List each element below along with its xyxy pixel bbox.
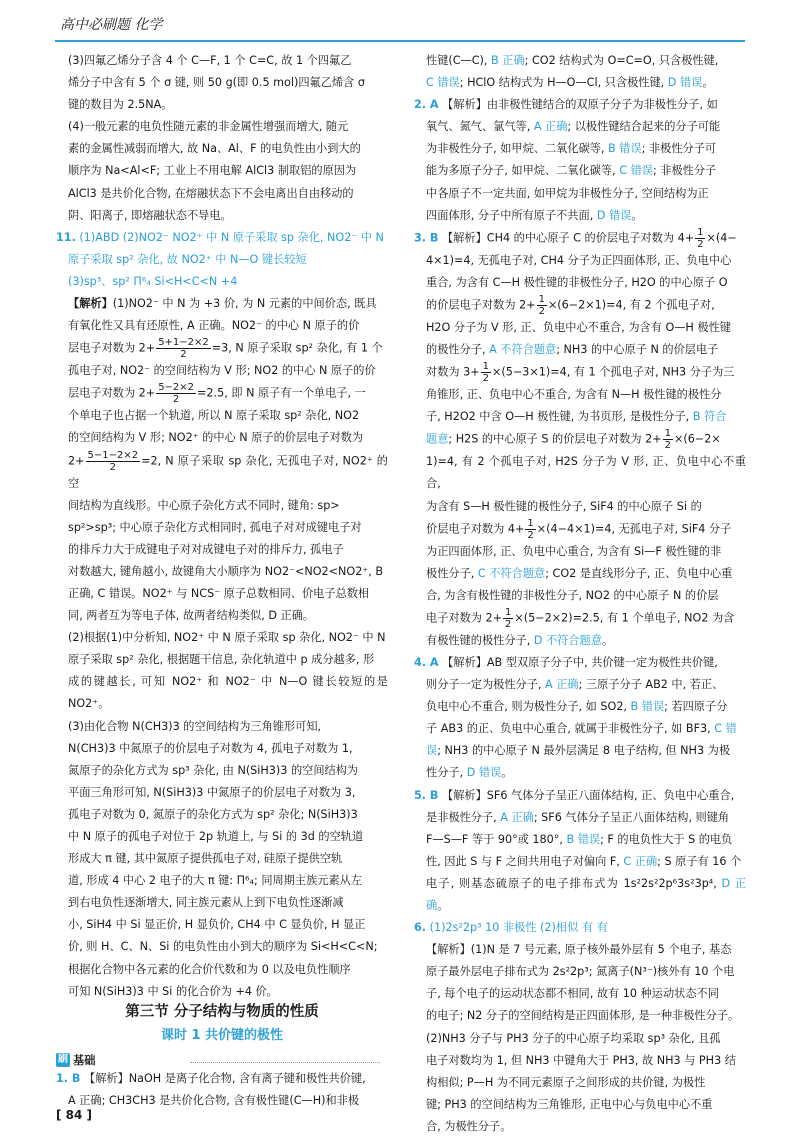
- text-line: 为正四面体形, 正、负电中心重合, 为含有 Si—F 极性键的非: [426, 544, 722, 558]
- question-number: 5. B: [414, 788, 439, 802]
- fraction: $\frac{5+1-2\times 2}{2}$: [158, 337, 209, 361]
- text-line: 能为多原子分子, 如甲烷、二氧化碳等, C 错误; 非极性分子: [426, 164, 717, 178]
- text-line: 有氧化性又具有还原性, A 正确。NO2⁻ 的中心 N 原子的价: [68, 319, 360, 333]
- section-title: 第三节 分子结构与物质的性质: [125, 1004, 319, 1020]
- text-line: sp²>sp³; 中心原子杂化方式相同时, 孤电子对对成键电子对: [68, 520, 362, 534]
- text-line: 中各原子不一定共面, 如甲烷为非极性分子, 空间结构为正: [426, 186, 709, 200]
- text-line: 【解析】(1)NO2⁻ 中 N 为 +3 价, 为 N 元素的中间价态, 既具: [68, 297, 377, 311]
- text-line: 重合, 为含有 C—H 极性键的非极性分子, H2O 的中心原子 O: [426, 275, 728, 289]
- brush-icon: 刷: [58, 1054, 68, 1065]
- text-line: 电子对数为 2+ $\frac{1}{2}$ ×(5−2×2)=2.5, 有 1 个单电子, NO2 为含: [426, 606, 735, 630]
- question-number: 4. A: [414, 655, 439, 669]
- question-number: 6.: [414, 921, 427, 935]
- text-line: 2+ $\frac{5-1-2\times 2}{2}$ =2, N 原子采取 sp 杂化, 无孤电子对, NO2⁺ 的空: [68, 449, 388, 490]
- text-line: 电子对数均为 1, 但 NH3 中键角大于 PH3, 故 NH3 与 PH3 结: [426, 1053, 736, 1067]
- text-line: 间结构为直线形。中心原子杂化方式不同时, 键角: sp>: [68, 498, 340, 512]
- fraction: $\frac{1}{2}$: [482, 361, 489, 385]
- text-line: 5. B 【解析】SF6 气体分子呈正八面体结构, 正、负电中心重合,: [414, 788, 735, 802]
- text-line: 孤电子对, NO2⁻ 的空间结构为 V 形; NO2 的中心 N 原子的价: [68, 364, 376, 378]
- text-line: 为非极性分子, 如甲烷、二氧化碳等, B 错误; 非极性分子可: [426, 142, 717, 156]
- text-line: 为含有 S—H 极性键的极性分子, SiF4 的中心原子 Si 的: [426, 499, 702, 513]
- basics-label: 刷 基础: [58, 1054, 96, 1067]
- question-number: 1. B: [56, 1072, 81, 1085]
- text-line: C 错误; HClO 结构式为 H—O—Cl, 只含极性键, D 错误。: [426, 76, 714, 90]
- text-line: F—S—F 等于 90°或 180°, B 错误; F 的电负性大于 S 的电负: [426, 832, 733, 846]
- text-line: 子 AB3 的正、负电中心重合, 就属于非极性分子, 如 BF3, C 错: [426, 722, 737, 736]
- answer-11: [56, 227, 388, 249]
- text-line: 阴、阳离子, 即熔融状态不导电。: [68, 208, 232, 222]
- answer-text: (1)ABD (2)NO2⁻ NO2⁺ 中 N 原子采取 sp 杂化, NO2⁻ 中 N: [79, 230, 384, 244]
- text-line: 层电子对数为 2+ $\frac{5-2\times 2}{2}$ =2.5, 即 N 原子有一个单电子, 一: [68, 382, 366, 406]
- answer-text: (3)sp³、sp² Π⁶₄ Si<H<C<N +4: [68, 274, 238, 288]
- text-line: 2. A 【解析】由非极性键结合的双原子分子为非极性分子, 如: [414, 98, 718, 112]
- text-line: 形成大 π 键, 其中氮原子提供孤电子对, 硅原子提供空轨: [68, 852, 343, 866]
- text-line: 根据化合物中各元素的化合价代数和为 0 以及电负性顺序: [68, 962, 351, 976]
- text-line: 价层电子对数为 4+ $\frac{1}{2}$ ×(4−4×1)=4, 无孤电子对, SiF4 分子: [426, 517, 732, 541]
- text-line: 四面体形, 分子中所有原子不共面, D 错误。: [426, 208, 643, 222]
- text-line: 氧气、氮气、氯气等, A 正确; 以极性键结合起来的分子可能: [426, 120, 721, 134]
- left-bottom-column: [56, 1068, 388, 1112]
- text-line: 1)=4, 有 2 个孤电子对, H2S 分子为 V 形, 正、负电中心不重合,: [426, 455, 746, 491]
- text-line: 平面三角形可知, N(SiH3)3 中氮原子的价层电子对数为 3,: [68, 785, 356, 799]
- text-line: 的排斥力大于成键电子对对成键电子对的排斥力, 孤电子: [68, 542, 344, 556]
- fraction: $\frac{1}{2}$: [527, 517, 534, 541]
- right-column: [414, 50, 746, 1138]
- text-line: 个单电子也占据一个轨道, 所以 N 原子采取 sp² 杂化, NO2: [68, 409, 360, 423]
- text-line: (2)NH3 分子与 PH3 分子的中心原子均采取 sp³ 杂化, 且孤: [426, 1031, 721, 1045]
- text-line: 的电子; N2 分子的空间结构是正四面体形, 是一种非极性分子。: [426, 1009, 740, 1023]
- answer-text: 原子采取 sp² 杂化, 故 NO2⁺ 中 N—O 键长较短: [68, 252, 307, 266]
- text-line: 正确, C 错误。NO2⁺ 与 NCS⁻ 原子总数相同、价电子总数相: [68, 586, 370, 600]
- text-line: 的极性分子, A 不符合题意; NH3 的中心原子 N 的价层电子: [426, 343, 719, 357]
- text-line: 到右电负性逐渐增大, 同主族元素从上到下电负性逐渐减: [68, 896, 344, 910]
- text-line: 键; PH3 的空间结构为三角锥形, 正电中心与负电中心不重: [426, 1097, 713, 1111]
- text-line: 氮原子的杂化方式为 sp³ 杂化, 由 N(SiH3)3 的空间结构为: [68, 763, 359, 777]
- text-line: 小, SiH4 中 Si 显正价, H 显负价, CH4 中 C 显负价, H 显正: [68, 918, 366, 932]
- text-line: 极性分子, C 不符合题意; CO2 是直线形分子, 正、负电中心重: [426, 566, 733, 580]
- text-line: 对数越大, 键角越小, 故键角大小顺序为 NO2⁻<NO2<NO2⁺, B: [68, 564, 384, 578]
- text-line: 4×1)=4, 无孤电子对, CH4 分子为正四面体形, 正、负电中心: [426, 253, 732, 267]
- text-line: (2)根据(1)中分析知, NO2⁺ 中 N 原子采取 sp 杂化, NO2⁻ 中 N: [68, 631, 386, 645]
- dotted-divider: [190, 1062, 380, 1063]
- text-line: 性键(C—C), B 正确; CO2 结构式为 O=C=O, 只含极性键,: [426, 54, 719, 67]
- text-line: 有极性键的极性分子, D 不符合题意。: [426, 633, 614, 647]
- text-line: 【解析】(1)N 是 7 号元素, 原子核外最外层有 5 个电子, 基态: [426, 943, 732, 957]
- text-line: 原子最外层电子排布式为 2s²2p³; 氮离子(N³⁻)核外有 10 个电: [426, 965, 735, 979]
- text-line: 顺序为 Na<Al<F; 工业上不用电解 AlCl3 制取铝的原因为: [68, 164, 357, 178]
- text-line: H2O 分子为 V 形, 正、负电中心不重合, 为含有 O—H 极性键: [426, 320, 731, 334]
- text-line: 电子, 则基态硫原子的电子排布式为 1s²2s²2p⁶3s²3p⁴, D 正确。: [426, 876, 747, 912]
- text-line: 性分子, D 错误。: [426, 766, 513, 780]
- text-line: 子, H2O2 中含 O—H 极性键, 为书页形, 是极性分子, B 符合: [426, 410, 727, 424]
- text-line: 角锥形, 正、负电中心不重合, 为含有 N—H 极性键的极性分: [426, 388, 722, 402]
- fraction: $\frac{5-2\times 2}{2}$: [158, 382, 195, 406]
- fraction: $\frac{1}{2}$: [538, 293, 545, 317]
- text-line: 孤电子对数为 0, 氮原子的杂化方式为 sp² 杂化; N(SiH3)3: [68, 807, 358, 821]
- text-line: (3)由化合物 N(CH3)3 的空间结构为三角锥形可知,: [68, 719, 322, 733]
- text-line: AlCl3 是共价化合物, 在熔融状态下不会电离出自由移动的: [68, 186, 354, 200]
- text-line: A 正确; CH3CH3 是共价化合物, 含有极性键(C—H)和非极: [68, 1094, 360, 1108]
- text-line: 4. A 【解析】AB 型双原子分子中, 共价键一定为极性共价键,: [414, 655, 718, 669]
- text-line: 的价层电子对数为 2+ $\frac{1}{2}$ ×(6−2×1)=4, 有 2 个孤电子对,: [426, 293, 715, 317]
- fraction: $\frac{1}{2}$: [505, 606, 512, 630]
- jiexi-label: 【解析】: [68, 297, 113, 311]
- text-line: N(CH3)3 中氮原子的价层电子对数为 4, 孤电子对数为 1,: [68, 741, 353, 755]
- text-line: 是非极性分子, A 正确; SF6 气体分子呈正八面体结构, 则键角: [426, 810, 730, 824]
- fraction: $\frac{1}{2}$: [697, 226, 704, 250]
- lesson-title: 课时 1 共价键的极性: [160, 1028, 284, 1043]
- text-line: 同, 两者互为等电子体, 故两者结构类似, D 正确。: [68, 609, 315, 623]
- left-column: [56, 50, 388, 1003]
- text-line: 则分子一定为极性分子, A 正确; 三原子分子 AB2 中, 若正、: [426, 678, 724, 692]
- text-line: 烯分子中含有 5 个 σ 键, 则 50 g(即 0.5 mol)四氟乙烯含 σ: [68, 76, 365, 90]
- text-line: 合, 为含有极性键的非极性分子, NO2 的中心原子 N 的价层: [426, 588, 719, 602]
- text-line: 素的金属性减弱而增大, 故 Na、Al、F 的电负性由小到大的: [68, 142, 361, 156]
- text-line: 1. B 【解析】NaOH 是离子化合物, 含有离子键和极性共价键,: [56, 1072, 366, 1085]
- header-rule: [55, 40, 745, 42]
- text-line: 题意; H2S 的中心原子 S 的价层电子对数为 2+ $\frac{1}{2}$ ×(6−2×: [426, 428, 721, 452]
- text-line: 合, 为极性分子。: [426, 1119, 512, 1133]
- text-line: 成的键越长, 可知 NO2⁺ 和 NO2⁻ 中 N—O 键长较短的是 NO2⁺。: [68, 675, 388, 711]
- text-line: 键的数目为 2.5NA。: [68, 98, 173, 112]
- text-line: 价, 则 H、C、N、Si 的电负性由小到大的顺序为 Si<H<C<N;: [68, 940, 378, 954]
- text-line: 对数为 3+ $\frac{1}{2}$ ×(5−3×1)=4, 有 1 个孤电子对, NH3 分子为三: [426, 361, 735, 385]
- text-line: (3)四氟乙烯分子含 4 个 C—F, 1 个 C=C, 故 1 个四氟乙: [68, 54, 352, 67]
- page-number: [ 84 ]: [56, 1108, 93, 1122]
- text-line: 中 N 原子的孤电子对位于 2p 轨道上, 与 Si 的 3d 的空轨道: [68, 830, 364, 843]
- text-line: 层电子对数为 2+ $\frac{5+1-2\times 2}{2}$ =3, N 原子采取 sp² 杂化, 有 1 个: [68, 337, 383, 361]
- question-number: 3. B: [414, 231, 439, 245]
- question-number: 2. A: [414, 98, 439, 112]
- text-line: 的空间结构为 V 形; NO2⁺ 的中心 N 原子的价层电子对数为: [68, 431, 364, 445]
- text-line: 6. (1)2s²2p³ 10 非极性 (2)相似 有 有: [414, 921, 608, 935]
- fraction: $\frac{1}{2}$: [664, 428, 671, 452]
- text-line: 3. B 【解析】CH4 的中心原子 C 的价层电子对数为 4+ $\frac{1}{2}$ ×(4−: [414, 226, 737, 250]
- text-line: 性, 因此 S 与 F 之间共用电子对偏向 F, C 正确; S 原子有 16 个: [426, 854, 742, 868]
- text-line: 误; NH3 的中心原子 N 最外层满足 8 电子结构, 但 NH3 为极: [426, 744, 731, 758]
- text-line: (4)一般元素的电负性随元素的非金属性增强而增大, 随元: [68, 120, 349, 134]
- text-line: 子, 每个电子的运动状态都不相同, 故有 10 种运动状态不同: [426, 987, 719, 1001]
- question-number: 11.: [56, 230, 76, 244]
- text-line: 道, 形成 4 中心 2 电子的大 π 键: Π⁶₄; 同周期主族元素从左: [68, 874, 363, 888]
- text-line: 可知 N(SiH3)3 中 Si 的化合价为 +4 价。: [68, 984, 278, 998]
- running-header: 高中必刷题 化学: [60, 17, 163, 33]
- text-line: 原子采取 sp² 杂化, 根据题干信息, 杂化轨道中 p 成分越多, 形: [68, 653, 375, 667]
- text-line: 负电中心不重合, 则为极性分子, 如 SO2, B 错误; 若四原子分: [426, 700, 728, 714]
- fraction: $\frac{5-1-2\times 2}{2}$: [87, 449, 139, 473]
- text-line: 构相似; P—H 为不同元素原子之间形成的共价键, 为极性: [426, 1075, 706, 1089]
